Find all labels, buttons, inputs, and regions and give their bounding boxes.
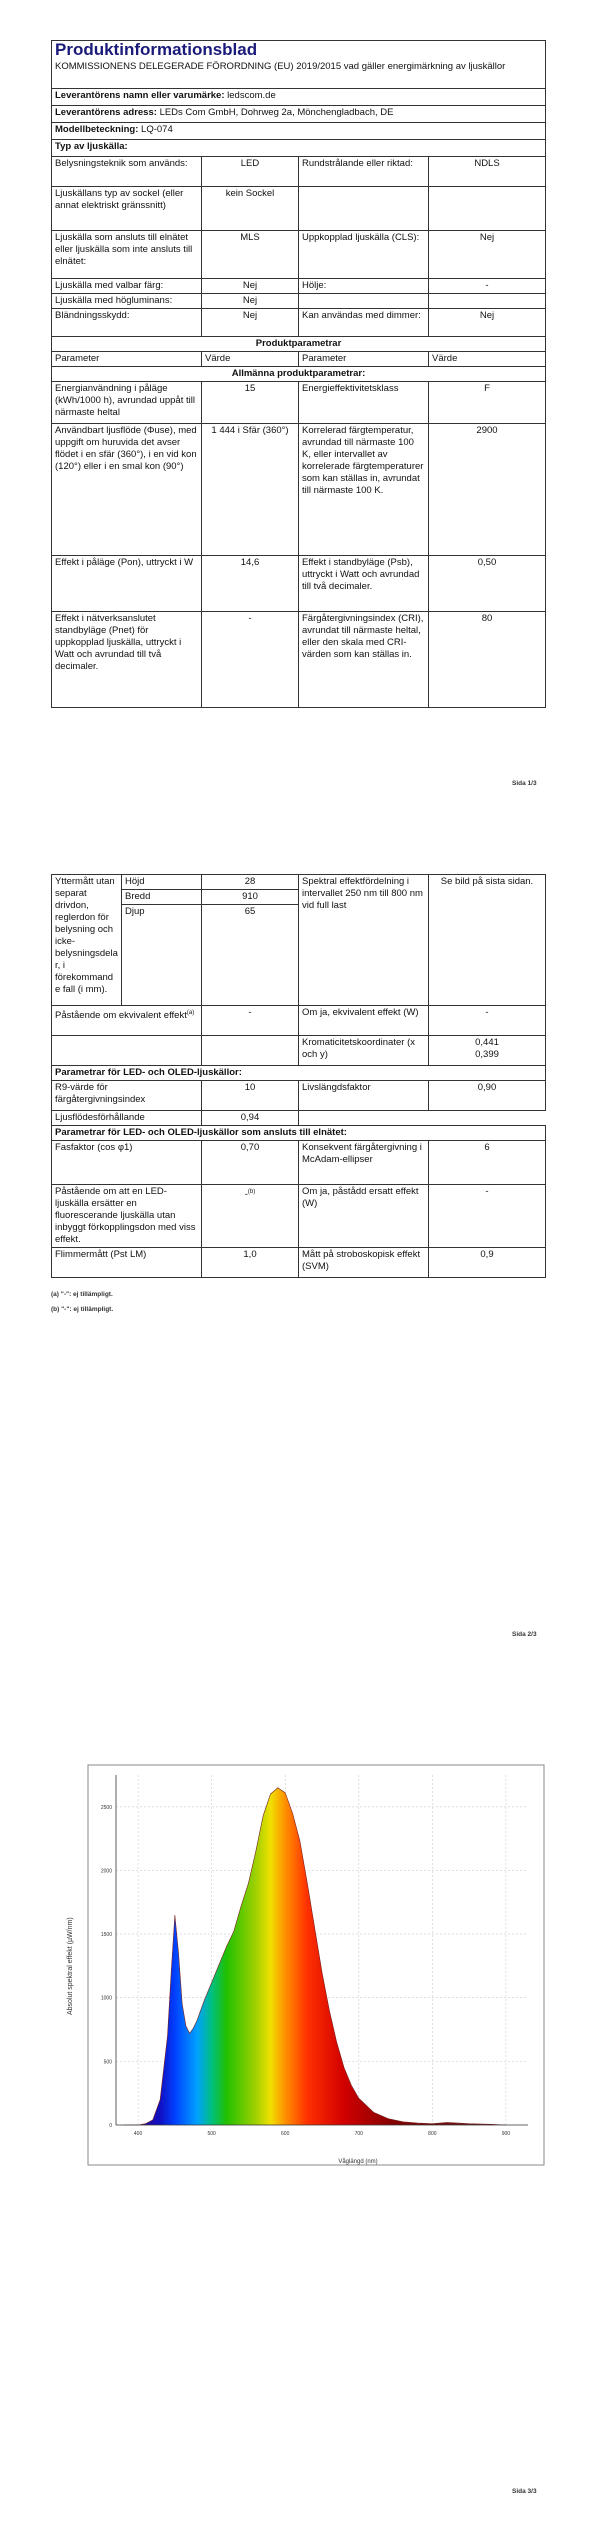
- equiv-value: -: [202, 1006, 299, 1036]
- pf-value: 0,70: [202, 1141, 299, 1185]
- spd-value: Se bild på sista sidan.: [429, 875, 546, 1006]
- chart-ylabel: Absolut spektral effekt (µW/nm): [67, 1917, 74, 2015]
- energy-label: Energianvändning i påläge (kWh/1000 h), avrundad uppåt till närmaste heltal: [52, 382, 202, 424]
- consistency-value: 6: [429, 1141, 546, 1185]
- chroma-label: Kromaticitetskoordinater (x och y): [299, 1036, 429, 1066]
- footnote-a: (a) "-": ej tillämpligt.: [51, 1291, 113, 1298]
- x-tick-label-3: 700: [354, 2131, 363, 2137]
- maint-value: 0,94: [202, 1111, 299, 1126]
- pon-value: 14,6: [202, 556, 299, 612]
- spectrum-chart: [67, 1765, 544, 2165]
- equiv-note: (a): [186, 1010, 195, 1016]
- address-label: Leverantörens adress:: [55, 107, 157, 118]
- product-params-header: Produktparametrar: [52, 337, 546, 352]
- x-tick-label-4: 800: [428, 2131, 437, 2137]
- replace-w-label: Om ja, påstådd ersatt effekt (W): [299, 1185, 429, 1248]
- replace-cell: [202, 1185, 299, 1248]
- chroma-x: 0,441: [475, 1037, 499, 1048]
- page-number-1: Sida 1/3: [512, 780, 537, 787]
- maint-label: Ljusflödesförhållande: [52, 1111, 202, 1126]
- r9-value: 10: [202, 1081, 299, 1111]
- width-value: 910: [202, 890, 299, 905]
- survival-value: 0,90: [429, 1081, 546, 1111]
- address-row: [52, 106, 546, 123]
- connected-label: Uppkopplad ljuskälla (CLS):: [299, 231, 429, 279]
- eff-class-label: Energieffektivitetsklass: [299, 382, 429, 424]
- high-lum-value: Nej: [202, 294, 299, 309]
- cct-label: Korrelerad färgtemperatur, avrundad till närmaste 100 K, eller intervallet av korrelerade färgtemperaturer som kan ställas in, avrundat till närmaste 100 K.: [299, 424, 429, 556]
- energy-value: 15: [202, 382, 299, 424]
- height-value: 28: [202, 875, 299, 890]
- chroma-y: 0,399: [475, 1049, 499, 1060]
- model-row: [52, 123, 546, 140]
- sheet-title: Produktinformationsblad: [55, 40, 258, 59]
- envelope-value: -: [429, 279, 546, 294]
- glare-value: Nej: [202, 309, 299, 337]
- y-tick-label-1: 500: [103, 2059, 112, 2066]
- mains-value: MLS: [202, 231, 299, 279]
- replace-w-value: -: [429, 1185, 546, 1248]
- pf-label: Fasfaktor (cos φ1): [52, 1141, 202, 1185]
- flicker-value: 1,0: [202, 1248, 299, 1278]
- dimmable-label: Kan användas med dimmer:: [299, 309, 429, 337]
- col-value-1: Värde: [202, 352, 299, 367]
- y-tick-label-5: 2500: [100, 1804, 112, 1811]
- equiv-w-label: Om ja, ekvivalent effekt (W): [299, 1006, 429, 1036]
- col-param-2: Parameter: [299, 352, 429, 367]
- pnet-label: Effekt i nätverksanslutet standbyläge (Pnet) för uppkopplad ljuskälla, uttryckt i Watt och avrundad till två decimaler.: [52, 612, 202, 708]
- info-table-1: [51, 40, 546, 708]
- general-params-header: Allmänna produktparametrar:: [52, 367, 546, 382]
- x-tick-label-0: 400: [133, 2131, 143, 2137]
- equiv-w-value: -: [429, 1006, 546, 1036]
- tech-label: Belysningsteknik som används:: [52, 157, 202, 187]
- eff-class-value: F: [429, 382, 546, 424]
- supplier-label: Leverantörens namn eller varumärke:: [55, 90, 225, 101]
- tech-value: LED: [202, 157, 299, 187]
- survival-label: Livslängdsfaktor: [299, 1081, 429, 1111]
- model-value: LQ-074: [141, 124, 173, 135]
- mains-label: Ljuskälla som ansluts till elnätet eller ljuskälla som inte ansluts till elnätet:: [52, 231, 202, 279]
- r9-label: R9-värde för färgåtergivningsindex: [52, 1081, 202, 1111]
- psb-label: Effekt i standbyläge (Psb), uttryckt i Watt och avrundad till två decimaler.: [299, 556, 429, 612]
- dims-label: Yttermått utan separat drivdon, reglerdon för belysning och icke-belysningsdelar, i förekommande fall (i mm).: [52, 875, 122, 1006]
- model-label: Modellbeteckning:: [55, 124, 139, 135]
- x-tick-label-1: 500: [207, 2131, 216, 2137]
- glare-label: Bländningsskydd:: [52, 309, 202, 337]
- svm-value: 0,9: [429, 1248, 546, 1278]
- col-param-1: Parameter: [52, 352, 202, 367]
- height-label: Höjd: [122, 875, 202, 890]
- psb-value: 0,50: [429, 556, 546, 612]
- high-lum-label: Ljuskälla med högluminans:: [52, 294, 202, 309]
- cri-label: Färgåtergivningsindex (CRI), avrundat till närmaste heltal, eller den skala med CRI-värden som kan ställas in.: [299, 612, 429, 708]
- led-mains-header: Parametrar för LED- och OLED-ljuskällor som ansluts till elnätet:: [52, 1126, 546, 1141]
- colour-tunable-label: Ljuskälla med valbar färg:: [52, 279, 202, 294]
- pnet-value: -: [202, 612, 299, 708]
- led-header: Parametrar för LED- och OLED-ljuskällor:: [52, 1066, 546, 1081]
- equiv-cell: [52, 1006, 202, 1036]
- supplier-value: ledscom.de: [227, 90, 276, 101]
- dimmable-value: Nej: [429, 309, 546, 337]
- socket-value: kein Sockel: [202, 187, 299, 231]
- replace-value: -: [244, 1189, 248, 1201]
- col-value-2: Värde: [429, 352, 546, 367]
- depth-label: Djup: [122, 905, 202, 1006]
- page-number-3: Sida 3/3: [512, 2488, 537, 2495]
- pon-label: Effekt i påläge (Pon), uttryckt i W: [52, 556, 202, 612]
- spd-label: Spektral effektfördelning i intervallet 250 nm till 800 nm vid full last: [299, 875, 429, 1006]
- info-table-2: [51, 874, 546, 1278]
- supplier-row: [52, 89, 546, 106]
- footnote-b: (b) "-": ej tillämpligt.: [51, 1306, 114, 1313]
- flux-value: 1 444 i Sfär (360°): [202, 424, 299, 556]
- cct-value: 2900: [429, 424, 546, 556]
- regulation: KOMMISSIONENS DELEGERADE FÖRORDNING (EU) 2019/2015 vad gäller energimärkning av ljuskällor: [52, 60, 546, 89]
- address-value: LEDs Com GmbH, Dohrweg 2a, Mönchengladbach, DE: [159, 107, 394, 118]
- flicker-label: Flimmermått (Pst LM): [52, 1248, 202, 1278]
- connected-value: Nej: [429, 231, 546, 279]
- x-tick-label-5: 900: [501, 2131, 511, 2137]
- flux-label: Användbart ljusflöde (Φuse), med uppgift om huruvida det avser flödet i en sfär (360°), i en vid kon (120°) eller i en smal kon (90°): [52, 424, 202, 556]
- replace-note: (b): [247, 1189, 256, 1195]
- svm-label: Mått på stroboskopisk effekt (SVM): [299, 1248, 429, 1278]
- cri-value: 80: [429, 612, 546, 708]
- y-tick-label-0: 0: [109, 2123, 112, 2129]
- page-number-2: Sida 2/3: [512, 1631, 537, 1638]
- equiv-label: Påstående om ekvivalent effekt: [55, 1010, 187, 1022]
- replace-label: Påstående om att en LED-ljuskälla ersätter en fluorescerande ljuskälla utan inbyggt förkopplingsdon med viss effekt.: [52, 1185, 202, 1248]
- socket-label: Ljuskällans typ av sockel (eller annat elektriskt gränssnitt): [52, 187, 202, 231]
- depth-value: 65: [202, 905, 299, 1006]
- y-tick-label-2: 1000: [100, 1995, 112, 2002]
- directional-value: NDLS: [429, 157, 546, 187]
- width-label: Bredd: [122, 890, 202, 905]
- y-tick-label-4: 2000: [100, 1868, 112, 1875]
- chroma-value: [429, 1036, 546, 1066]
- y-tick-label-3: 1500: [100, 1932, 112, 1939]
- x-tick-label-2: 600: [281, 2131, 290, 2137]
- consistency-label: Konsekvent färgåtergivning i McAdam-ellipser: [299, 1141, 429, 1185]
- type-header: Typ av ljuskälla:: [52, 140, 546, 157]
- envelope-label: Hölje:: [299, 279, 429, 294]
- chart-xlabel: Våglängd (nm): [338, 2159, 378, 2165]
- colour-tunable-value: Nej: [202, 279, 299, 294]
- directional-label: Rundstrålande eller riktad:: [299, 157, 429, 187]
